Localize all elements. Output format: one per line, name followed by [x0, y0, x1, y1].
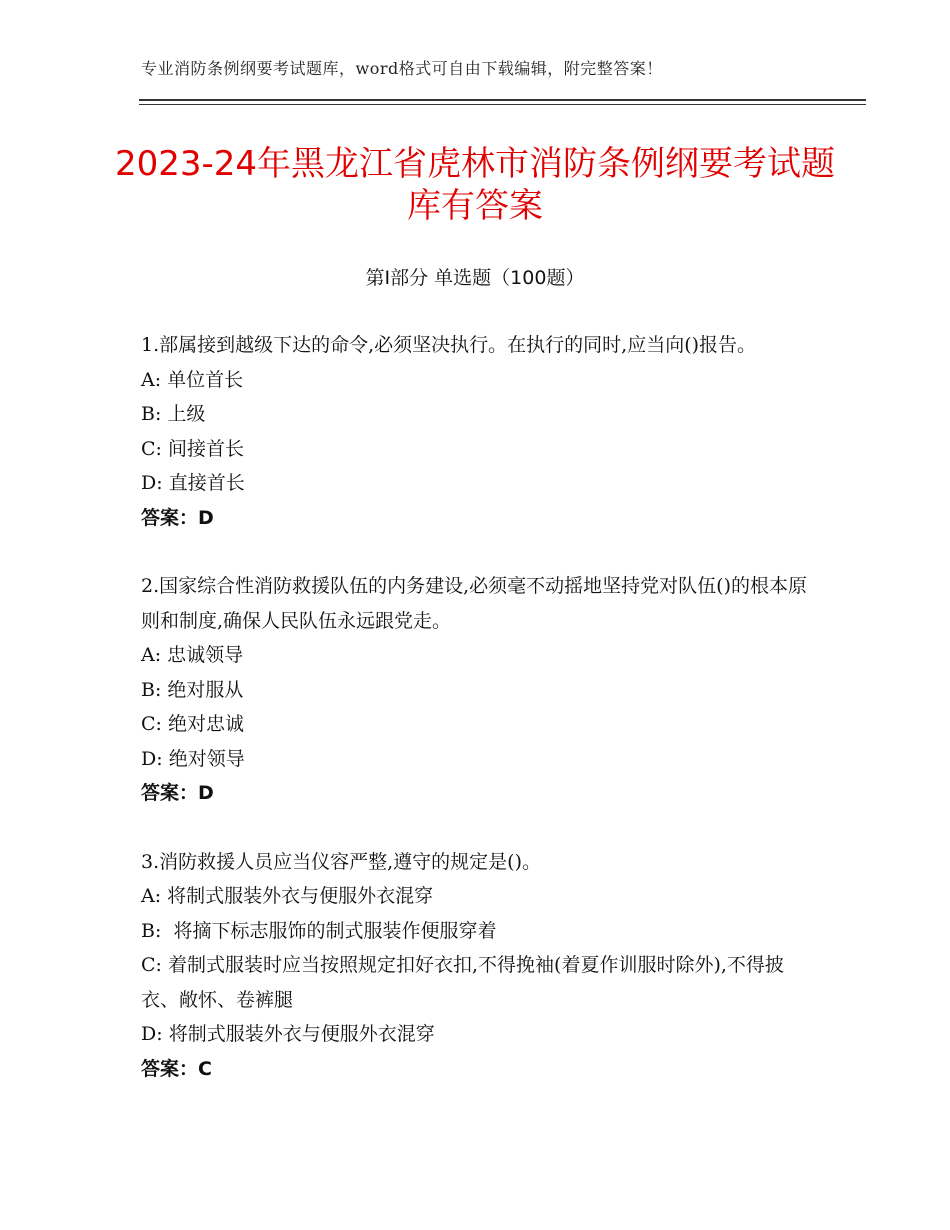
option-a: [141, 363, 811, 398]
question-item: [141, 845, 811, 1087]
option-text: 绝对服从: [167, 678, 244, 701]
option-text: 将摘下标志服饰的制式服装作便服穿着: [167, 919, 497, 942]
option-text: 直接首长: [168, 472, 245, 494]
option-b: [141, 914, 811, 949]
question-list: [141, 328, 811, 1120]
option-letter: C:: [141, 954, 162, 976]
question-item: [141, 328, 811, 535]
option-text: 单位首长: [167, 368, 244, 391]
option-letter: D:: [141, 472, 163, 494]
option-b: [141, 673, 811, 708]
header-rule-thin: [139, 104, 866, 105]
option-a: [141, 638, 811, 673]
answer-line: 答案：C: [141, 1057, 212, 1080]
option-letter: B:: [141, 403, 162, 425]
section-title: 第Ⅰ部分 单选题（100题）: [365, 267, 585, 289]
option-text: 将制式服装外衣与便服外衣混穿: [168, 1023, 435, 1045]
answer-line: 答案：D: [141, 782, 214, 804]
option-letter: D:: [141, 747, 163, 770]
option-letter: A:: [141, 885, 162, 907]
option-c: [141, 948, 811, 1017]
option-text: 绝对领导: [168, 747, 245, 770]
option-letter: A:: [141, 644, 162, 666]
option-d: [141, 466, 811, 501]
option-text: 绝对忠诚: [168, 713, 245, 735]
option-text: 着制式服装时应当按照规定扣好衣扣,不得挽袖(着夏作训服时除外),不得披衣、敞怀、卷裤腿: [141, 954, 784, 1011]
option-b: [141, 397, 811, 432]
option-letter: B:: [141, 919, 162, 942]
header-note: 专业消防条例纲要考试题库，word格式可自由下载编辑，附完整答案！: [141, 59, 663, 78]
option-c: [141, 432, 811, 467]
question-item: [141, 569, 811, 811]
option-letter: B:: [141, 678, 162, 701]
option-a: [141, 879, 811, 914]
question-stem: 3.消防救援人员应当仪容严整,遵守的规定是()。: [141, 850, 541, 873]
option-letter: C:: [141, 713, 162, 735]
document-title: 2023-24年黑龙江省虎林市消防条例纲要考试题库有答案: [114, 144, 836, 226]
answer-line: 答案：D: [141, 506, 214, 529]
option-text: 忠诚领导: [167, 644, 244, 666]
option-letter: A:: [141, 368, 162, 391]
option-d: [141, 1017, 811, 1052]
option-c: [141, 707, 811, 742]
question-stem: 2.国家综合性消防救援队伍的内务建设,必须毫不动摇地坚持党对队伍()的根本原则和制度,确保人民队伍永远跟党走。: [141, 575, 807, 632]
option-letter: D:: [141, 1023, 163, 1045]
option-text: 将制式服装外衣与便服外衣混穿: [167, 885, 434, 907]
option-text: 间接首长: [168, 437, 245, 460]
question-stem: 1.部属接到越级下达的命令,必须坚决执行。在执行的同时,应当向()报告。: [141, 334, 757, 356]
option-letter: C:: [141, 437, 162, 460]
header-rule-thick: [139, 99, 866, 101]
option-text: 上级: [167, 403, 206, 425]
option-d: [141, 742, 811, 777]
